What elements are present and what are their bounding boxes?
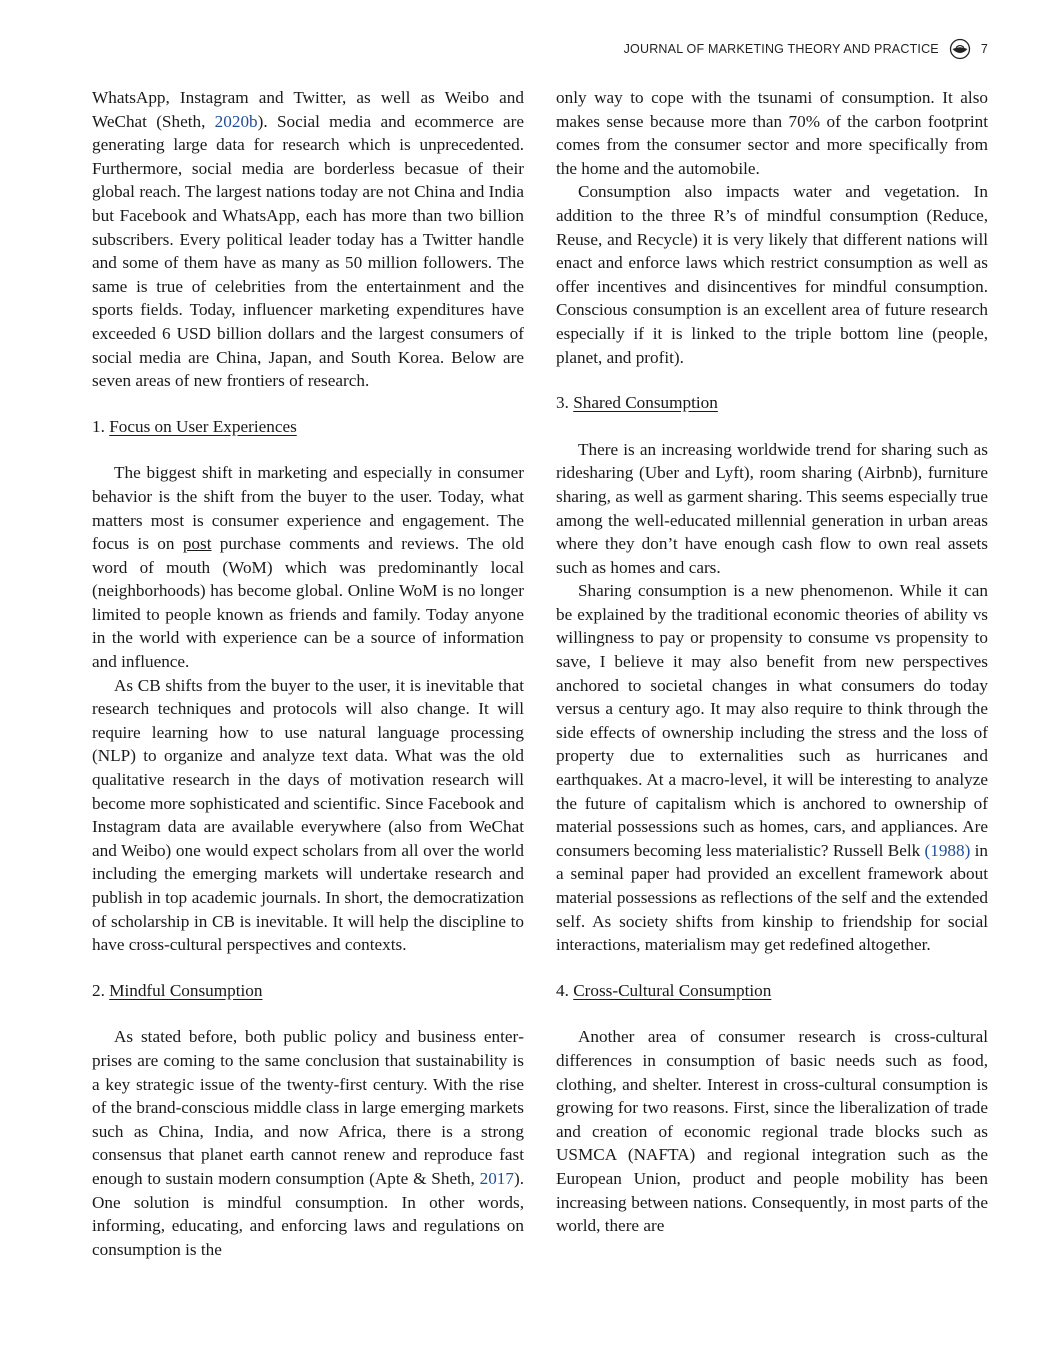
paragraph: Sharing consumption is a new phenomenon. While it can be explained by the traditional economic theories of ability vs willingness to pay or propensity to consume vs propensity to save, I believe it may also benefit from new perspectives anchored to societal changes in what consumers do today versus a century ago. It may also require to think through the side effects of ownership including the stress and the loss of property due to externalities such as hurricanes and earthquakes. At a macro-level, it will be interesting to analyze the future of capitalism which is anchored to ownership of material possessions such as homes, cars, and appliances. Are consumers becoming less materialistic? Russell Belk (1988) in a seminal paper had provided an excellent framework about material possessions as reflections of the self and the extended self. As society shifts from kinship to friendship for social interactions, materialism may get redefined altogether.	[556, 581, 988, 955]
paragraph: only way to cope with the tsunami of consumption. It also makes sense because more than 70% of the carbon footprint comes from the consumer sector and more specifically from the home and the automobile.	[556, 88, 988, 178]
section-title: Mindful Consumption	[109, 980, 263, 1000]
left-column	[92, 86, 524, 1261]
section-heading-2: 2. Mindful Consumption	[92, 980, 263, 1000]
section-title: Cross-Cultural Consumption	[573, 980, 772, 1000]
paragraph: As CB shifts from the buyer to the user, it is inevitable that research techniques and protocols will also change. It will require learning how to use natural language processing (NLP) to organize and analyze text data. What was the old qualitative research in the days of motivation research will become more sophisticated and scientific. Since Facebook and Instagram data are available everywhere (also from WeChat and Weibo) one would expect scholars from all over the world including the emerging markets will undertake research and publish in top academic journals. In short, the democratization of scholarship in CB is inevitable. It will help the discipline to have cross-cultural perspectives and contexts.	[92, 675, 524, 955]
paragraph: Consumption also impacts water and vegetation. In addition to the three R’s of mindful consumption (Reduce, Reuse, and Recycle) it is very likely that different nations will enact and enforce laws which restrict consumption as well as offer incentives and disincentives for mindful consumption. Conscious consumption is an excellent area of future research especially if it is linked to the triple bottom line (people, planet, and profit).	[556, 182, 988, 367]
page-number: 7	[980, 42, 988, 56]
section-heading-3: 3. Shared Consumption	[556, 393, 718, 413]
section-title: Shared Consumption	[573, 393, 718, 413]
paragraph: There is an increasing worldwide trend for sharing such as ridesharing (Uber and Lyft), room sharing (Airbnb), furniture sharing, as well as garment sharing. This seems especially true among the well-educated millennial generation in urban areas where they don’t have enough cash flow to own real assets such as homes and cars.	[556, 439, 988, 577]
section-title: Focus on User Experiences	[109, 416, 297, 436]
paragraph: WhatsApp, Instagram and Twitter, as well as Weibo and WeChat (Sheth, 2020b). Social media and ecommerce are generating large data for research which is unprecedented. Furthermore, social media are borderless becasue of their global reach. The largest nations today are not China and India but Facebook and WhatsApp, each has more than two billion subscribers. Every political leader today has a Twitter handle and some of them have as many as 50 million followers. The same is true of celebrities from the entertainment and the sports fields. Today, influencer marketing expenditures have exceeded 6 USD billion dollars and the largest consumers of social media are China, Japan, and South Korea. Below are seven areas of new frontiers of research.	[92, 88, 524, 391]
publisher-logo-icon	[949, 38, 971, 60]
journal-title: JOURNAL OF MARKETING THEORY AND PRACTICE	[623, 42, 939, 56]
paragraph: Another area of consumer research is cross-cultural differences in consumption of basic needs such as food, clothing, and shelter. Interest in cross-cultural consumption is growing for two reasons. First, since the liberalization of trade and creation of economic regional trade blocks such as USMCA (NAFTA) and regional integration such as the European Union, product and people mobility has been increasing between nations. Consequently, in most parts of the world, there are	[556, 1027, 988, 1236]
citation-link[interactable]: (1988)	[924, 840, 971, 860]
citation-link[interactable]: 2017	[479, 1168, 514, 1188]
paragraph: As stated before, both public policy and business enterprises are coming to the same conclusion that sustainability is a key strategic issue of the twenty-first century. With the rise of the brand-conscious middle class in large emerging markets such as China, India, and now Africa, there is a strong consensus that planet earth cannot renew and reproduce fast enough to sustain modern consumption (Apte & Sheth, 2017). One solution is mindful consumption. In other words, informing, educating, and enforcing laws and regulations on consumption is the	[92, 1027, 524, 1259]
right-column	[556, 86, 988, 1238]
paragraph: The biggest shift in marketing and especially in consumer behavior is the shift from the buyer to the user. Today, what matters most is consumer experience and engagement. The focus is on post purchase comments and reviews. The old word of mouth (WoM) which was predominantly local (neighborhoods) has become global. Online WoM is no longer limited to people known as friends and family. Today anyone in the world with experience can be a source of information and influence.	[92, 463, 524, 672]
section-heading-4: 4. Cross-Cultural Consumption	[556, 980, 772, 1000]
citation-link[interactable]: 2020b	[214, 111, 258, 131]
running-head	[624, 38, 988, 60]
section-heading-1: 1. Focus on User Experiences	[92, 416, 297, 436]
